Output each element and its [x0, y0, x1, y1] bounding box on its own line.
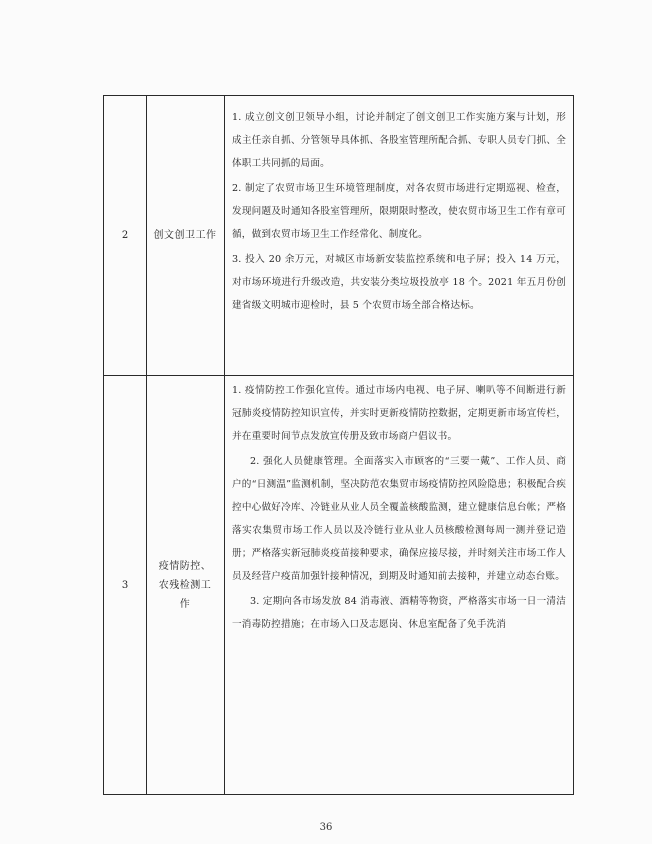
page-number: 36 — [319, 822, 333, 833]
table-divider — [224, 96, 225, 794]
content-paragraph: 2. 制定了农贸市场卫生环境管理制度，对各农贸市场进行定期巡视、检查，发现问题及时通知各股室管理所，限期限时整改，使农贸市场卫生工作有章可循，做到农贸市场卫生工作经常化、制度化。 — [232, 183, 566, 240]
content-paragraph: 2. 强化人员健康管理。全面落实入市顾客的“三要一戴”、工作人员、商户的“日测温”监测机制，坚决防范农集贸市场疫情防控风险隐患；积极配合疾控中心做好冷库、冷链业从业人员全覆盖核酸监测，建立健康信息台帐；严格落实农集贸市场工作人员以及冷链行业从业人员核酸检测每周一测并登记造册；严格落实新冠肺炎疫苗接种要求，确保应接尽接，并时刻关注市场工作人员及经营户疫苗加强针接种情况，到期及时通知前去接种，并建立动态台账。 — [232, 456, 566, 582]
content-paragraph: 3. 投入 20 余万元，对城区市场新安装监控系统和电子屏；投入 14 万元，对市场环境进行升级改造，共安装分类垃圾投放亭 18 个。2021 年五月份创建省级文明城市迎检时，县 5 个农贸市场全部合格达标。 — [232, 254, 566, 311]
row-item-name: 疫情防控、农残检测工作 — [158, 561, 212, 610]
content-paragraph: 1. 疫情防控工作强化宣传。通过市场内电视、电子屏、喇叭等不间断进行新冠肺炎疫情防控知识宣传，并实时更新疫情防控数据，定期更新市场宣传栏，并在重要时间节点发放宣传册及致市场商户倡议书。 — [232, 385, 566, 442]
work-table — [103, 95, 574, 795]
row-number: 3 — [121, 580, 129, 591]
row-content — [232, 379, 566, 638]
row-item-name: 创文创卫工作 — [153, 230, 217, 241]
row-content — [232, 106, 566, 319]
row-number: 2 — [121, 230, 129, 241]
content-paragraph: 1. 成立创文创卫领导小组，讨论并制定了创文创卫工作实施方案与计划，形成主任亲自抓、分管领导具体抓、各股室管理所配合抓、专职人员专门抓、全体职工共同抓的局面。 — [232, 112, 566, 169]
content-paragraph: 3. 定期向各市场发放 84 消毒液、酒精等物资，严格落实市场一日一清洁一消毒防控措施；在市场入口及志愿岗、休息室配备了免手洗消 — [232, 596, 566, 630]
